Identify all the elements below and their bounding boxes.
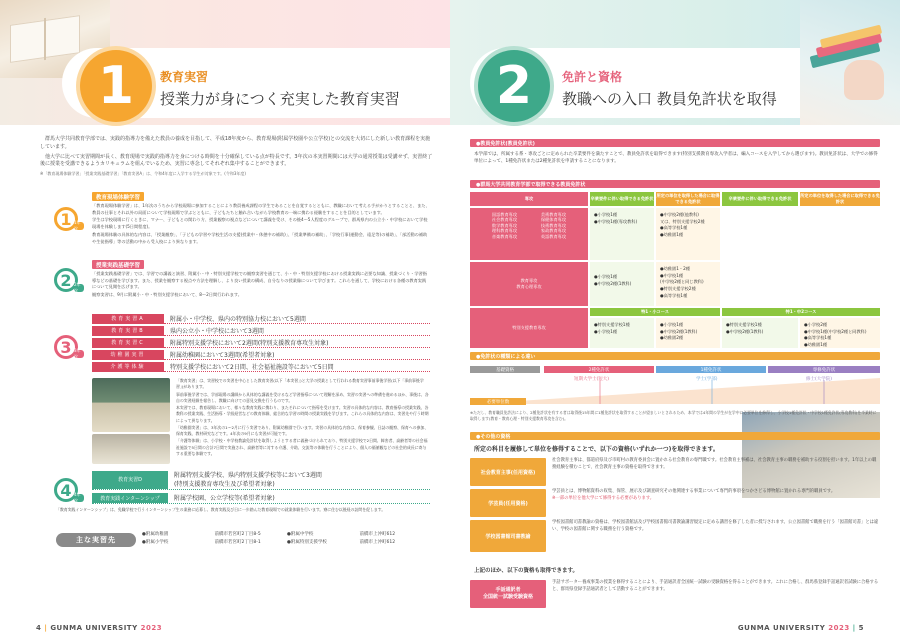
practicum-label: 幼稚園実習 [92, 350, 164, 360]
timeline-basis-label: 基礎資格 [470, 366, 540, 373]
table-license-cell: ●中学校2種(他教科) 又は、特別支援学校2種 ●高等学校1種 ●幼稚園1種 [656, 208, 720, 260]
table-header-required: 卒業要件に伴い取得できる免許状 [722, 192, 798, 206]
practicum-text: 附属小・中学校、県内の特別協力校において5週間 [164, 314, 430, 324]
destination-row [142, 539, 432, 547]
step-3-circle: 3 [54, 335, 78, 359]
destination-name: ●附属中学校 [287, 532, 314, 537]
left-hero-banner [0, 0, 450, 125]
timeline-type-specialist: 専修免許状 [768, 366, 880, 373]
table-license-cell: ●特別支援学校1種 ●中学校2種(1教科) [722, 318, 798, 348]
destination-address: 前橋市上沖町612 [359, 540, 396, 546]
classroom-photo-2 [92, 434, 170, 464]
hero-title: 教職への入口 教員免許状を取得 [562, 90, 777, 108]
step-3-text-2: 事前事後学習では、学部現場の講師から具体的な講義を受けるなど学習指導について理解を深め、実習の実習への準備を進めるほか、事後は、各自の実習経験を報告し、教職に向けての意見交換を行うものです。 [176, 391, 429, 403]
table-header-optional: 所定の単位を取得した場合に取得できる免許状 [800, 193, 880, 204]
hero-title: 授業力が身につく充実した教育実習 [160, 90, 400, 108]
timeline-type-1: 1種免許状 [656, 366, 766, 373]
qualification-row [470, 580, 880, 608]
also-available-text: 上記のほか、以下の資格も取得できます。 [474, 568, 579, 574]
license-table-heading: ●群馬大学共同教育学部で取得できる教員免許状 [470, 180, 880, 188]
page-number: 4 [36, 624, 42, 632]
qualification-text [546, 489, 880, 517]
step-1-text-3: 教育現場体験の具体的な内容は、「授業観察」、「子どもの学習や学校生活の支援(授業中・休憩中の補助)」、「授業準備の補助」、「学校行事(運動会、遠足等)の補助」、「部活動の補助や生徒指導」等の活動の中から受入校により異なります。 [92, 231, 428, 244]
table-license-cell: ●小学校2種 ●中学校1種(中学校2種と同教科) ●高等学校1種 ●幼稚園1種 [800, 318, 880, 348]
right-page [450, 0, 900, 638]
qualification-description: 学芸員とは、博物館資料の収集、保管、展示及び調査研究その他関連する事業について専門的事項をつかさどる博物館に置かれる専門的職員です。 [552, 489, 836, 494]
timeline-type-2: 2種免許状 [544, 366, 654, 373]
license-type-diagram [470, 366, 880, 406]
practicum-d-label: 教育実習D [92, 471, 168, 489]
practicum-text: 附属幼稚園において3週間(希望者対象) [164, 350, 430, 360]
table-course-header: 特1・小コース [590, 308, 720, 316]
qualification-label: 手話通訳者 全国統一試験受験資格 [470, 580, 546, 608]
step-3-body [176, 378, 430, 458]
footer-year: 2023 [140, 624, 163, 632]
destination-address: 前橋市若宮町2丁目8-1 [214, 540, 261, 546]
table-header-dept: 専攻 [470, 192, 588, 206]
practicum-row [92, 361, 430, 372]
section-number-badge: 1 [80, 50, 152, 122]
table-dept-cell: 国語教育専攻 社会教育専攻 数学教育専攻 理科教育専攻 音楽教育専攻 美術教育専攻 保健体育専攻 技術教育専攻 家政教育専攻 英語教育専攻 [470, 208, 588, 260]
practicum-text: 特別支援学校において2日間、社会福祉施設等において5日間 [164, 362, 430, 372]
table-license-cell: ●小学校1種 ●中学校2種(1教科) ●幼稚園2種 [656, 318, 720, 348]
practicum-label: 介護等体験 [92, 362, 164, 372]
destinations-label: 主な実習先 [56, 533, 136, 547]
step-2-body [92, 271, 430, 300]
step-1-text-2: 学生は学校現場に行くときに、マナー、子どもとの関わり方、授業観察の視点などについて講義を受け、その後4〜5人程度のグループで、群馬県内の公立小・中学校において学校現場を体験します(5日間程度)。 [92, 217, 428, 230]
table-dept-cell: 教育専攻 教育心理専攻 [470, 262, 588, 306]
table-dept-cell: 特別支援教育専攻 [470, 308, 588, 348]
qualification-label: 学芸員(任用資格) [470, 489, 546, 517]
qualification-row [470, 489, 880, 517]
table-license-cell: ●小学校1種 ●中学校2種(1教科) [590, 262, 654, 306]
step-1-body [92, 203, 430, 246]
step-2-circle: 2 [54, 268, 78, 292]
practicum-d-row [92, 470, 430, 490]
step-2-heading: 授業実践基礎学習 [92, 260, 144, 269]
practicum-label: 教育実習C [92, 338, 164, 348]
table-header-optional: 所定の単位を取得した場合に取得できる免許状 [656, 193, 720, 204]
timeline-degree-label: 学士(学部) [696, 377, 718, 382]
qualification-text [546, 458, 880, 486]
qualification-label: 学校図書館司書教諭 [470, 520, 546, 552]
hero-kicker: 教育実習 [160, 70, 209, 84]
qualification-description: 社会教育主事は、都道府県及び市町村の教育委員会に置かれる社会教育の専門職です。社会教育主事補は、社会教育主事の職務を補助する役割を担います。1年以上の職務経験を積むことで、社会教育主事の資格を取得できます。 [552, 458, 877, 470]
practicum-text: 附属特別支援学校において2週間(特別支援教育専攻生対象) [164, 338, 430, 348]
destinations-grid [142, 531, 432, 547]
step-1-circle: 1 [54, 207, 78, 231]
destination-address: 前橋市若宮町2丁目8-5 [214, 532, 261, 537]
footer-year: 2023 [828, 624, 850, 632]
practicum-label: 教育実習A [92, 314, 164, 324]
destination-name: ●附属特別支援学校 [287, 540, 327, 546]
step-3-text-5: 「介護等体験」は、小学校・中学校教論免許状を取得しようとする者に義務づけられており、特別支援学校で2日間、障害者、高齢者等の社会福祉施設で5日間の合計7日間で実施され、高齢者等に対する介護、介助、交流等の体験を行うことにより、個人の価値観などの社会的成長に寄与する重要な体験です。 [176, 438, 428, 456]
timeline-degree-label: 修士(大学院) [806, 377, 833, 382]
destination-row [142, 531, 432, 539]
classroom-photo-1 [92, 378, 170, 432]
right-hero-banner [450, 0, 900, 125]
right-footer: GUNMA UNIVERSITY 2023 | 5 [737, 624, 864, 632]
license-section-body: 本学部では、所属する系・専攻ごとに定められた卒業要件を満たすことで、教員免許状を取得できます(特別支援教育専攻入学者は、編入コースを入学してから選びます)。教員免許状は、大学での修得単位によって、1種免許状または2種免許状を申請することになります。 [474, 152, 878, 165]
step-1-text-1: 「教育現場体験学習」は、1年次のうちから学校現場に参加することにより教員養成課程の学生であることを自覚するとともに、教職において考える手がかりとすることと、また、教員の仕事とそれ以外の局面について学校現場で学ぶとともに、子どもたちと触れ合いながら学校教育の一端に携わる経験をすることを目的としています。 [92, 203, 430, 215]
footer-university: GUNMA UNIVERSITY [50, 624, 138, 632]
table-license-cell: ●特別支援学校1種 ●小学校1種 [590, 318, 654, 348]
qualification-label: 社会教育主事(任用資格) [470, 458, 546, 486]
practicum-label: 教育実習B [92, 326, 164, 336]
intro-text [40, 136, 435, 177]
practicum-text: 県内公立小・中学校において3週間 [164, 326, 430, 336]
destination-address: 前橋市上沖町612 [359, 532, 396, 537]
step-2-text-1: 「授業実践基礎学習」では、学習での講義と演習、附属小・中・特別支援学校での観察実習を通じて、小・中・特別支援学校における授業実践に必要な知識、授業づくり・学習指導などの基礎を学びます。また、授業を観察する視点や方法を理解し、より良い授業の構成、自分なりの授業像について学びます。これらを通して、学校における各種の教育実践について見聞を広げます。 [92, 271, 427, 290]
table-header-required: 卒業要件に伴い取得できる免許状 [590, 192, 654, 206]
practicum-row [92, 313, 430, 324]
step-2-text-2: 観察実習は、9月に附属小・中・特別支援学校において、8〜2日間行われます。 [92, 292, 242, 298]
practicum-d-text: 附属特別支援学校、県内特別支援学校等において3週間 (特別支援教育専攻生及び希望者対象) [174, 471, 322, 488]
other-qualifications-heading: ●その他の資格 [470, 432, 880, 440]
step-3-text-4: 「幼稚園実習」は、3年次の1〜2月に行う実習であり、附属幼稚園で行います。実習の具体的な内容は、保育参観、日誌の観察、保育への参加、保育実践、教材研究などです。4年次の9月にも実習が可能です。 [176, 424, 429, 436]
destination-name: ●附属小学校 [142, 540, 169, 546]
qualification-row [470, 458, 880, 486]
table-course-header: 特1・中2コース [722, 308, 880, 316]
step-3-text-3: 本実習では、教育現場において、様々な教育実践に携わり、またそれについて指導を受けます。実習の具体的な内容は、教育指導の授業実践、各教科の授業実践、生活指導・学級経営などの教育体験、総合的な学習の時間の授業実践を学びます。これらの具体的な内容は、実習先や行う時期によって異なります。 [176, 405, 429, 423]
qualification-remark: ※一部の単位を他大学にて修得する必要があります。 [552, 495, 655, 501]
intro-paragraph-1: 群馬大学共同教育学部では、実践的指導力を備えた教員の養成を目指して、平成18年度から、教育現場(附属学校園や公立学校)との交流を大切にした新しい教育課程を実施しています。 [40, 136, 431, 150]
qualification-description: 手話サポーター養成事業の授業を修得することにより、手話通訳者全国統一試験の受験資格を得ることができます。これに合格し、群馬県登録手話通訳者試験に合格すると、群馬県登録手話通訳者として活動することができます。 [552, 580, 879, 592]
step-3-text-1: 「教育実習」は、実習校での実習を中心とした教育実習(以下「本実習」)と大学の授業として行われる教育実習事前事後学習(以下「事前事後学習」)があります。 [176, 378, 424, 390]
practicum-row [92, 337, 430, 348]
section-number-badge: 2 [478, 50, 550, 122]
internship-row [92, 493, 430, 504]
hero-kicker: 免許と資格 [562, 70, 623, 84]
license-type-heading: ●免許状の種類による違い [470, 352, 880, 360]
practicum-row [92, 325, 430, 336]
qualification-text [546, 520, 880, 552]
step-4-year-tag: 4年次 [74, 494, 84, 502]
step-1-heading: 教育現場体験学習 [92, 192, 144, 201]
qualification-description: 学校図書館司書教諭の資格は、学校図書館法及び学校図書館司書教諭講習規定に定める講習を修了した者に授与されます。公立図書館で職務を行う「図書館司書」とは違い、学校の図書館に関する職務を行う資格です。 [552, 520, 879, 532]
step-4-circle: 4 [54, 478, 78, 502]
step-3-year-tag: 3年次 [74, 350, 84, 358]
table-license-cell: ●小学校1種 ●中学校1種(専攻教科) [590, 208, 654, 260]
other-qualifications-intro: 所定の科目を履修して単位を修得することで、以下の資格(いずれか一つ)を取得できます。 [474, 446, 719, 453]
table-license-cell: ●幼稚園1・2種 ●中学校1種 (中学校2種と同じ教科) ●特別支援学校2種 ●高等学校1種 [656, 262, 720, 306]
destination-name: ●附属幼稚園 [142, 532, 169, 537]
timeline-degree-label: 短期大学士(短大) [574, 377, 610, 382]
step-2-year-tag: 2年次 [74, 284, 84, 292]
step-4-note: 「教育実践インターンシップ」は、免職学校で行うインターンシップ生の業務に応募し、教育実践及び日に一歩踏んだ教育現場での就業体験を行います。寮に住む以後経の訪問を促します。 [56, 507, 386, 512]
timeline-units-label: 必要単位数 [470, 398, 526, 405]
internship-label: 教育実践インターンシップ [92, 493, 168, 503]
practicum-row [92, 349, 430, 360]
left-footer: 4 | GUNMA UNIVERSITY 2023 [36, 624, 163, 632]
intro-note: ※「教育現場体験学習」「授業実践基礎学習」「教育実習A」は、令和4年度に入学する学生が対象です。(令和3年度) [40, 171, 246, 176]
step-1-year-tag: 1年次 [74, 222, 84, 230]
books-photo [800, 0, 900, 125]
qualification-row [470, 520, 880, 552]
internship-text: 附属学校園、公立学校等(希望者対象) [174, 494, 275, 502]
footer-university: GUNMA UNIVERSITY [737, 624, 826, 632]
license-section-heading: ●教員免許状(教員免許状) [470, 139, 880, 147]
license-type-note: ※ただし、教育職員免許法により、2種免許状を有する者は取得後15年間に1種免許状を取得することが望ましいとされるため、本学では4年間の学生が在学中に必要単位を修得し、小学校1種免許状・中学校1種免許状(専攻教科)を卒業時に取得します(教育・教育心理・特別支援教育専攻を含む)。 [470, 410, 877, 422]
page-number: 5 [858, 624, 864, 632]
intro-paragraph-2: 他大学に比べて実習期間が長く、教育現場で実践的指導力を身につける時間を十分確保している点が特長です。3年次の本実習期間には大学の通常授業は受講せず、実習終了後に授業を受講できるようカリキュラムを組んでいるため、実習に専念してそれぞれ集中することができます。 [40, 153, 433, 168]
